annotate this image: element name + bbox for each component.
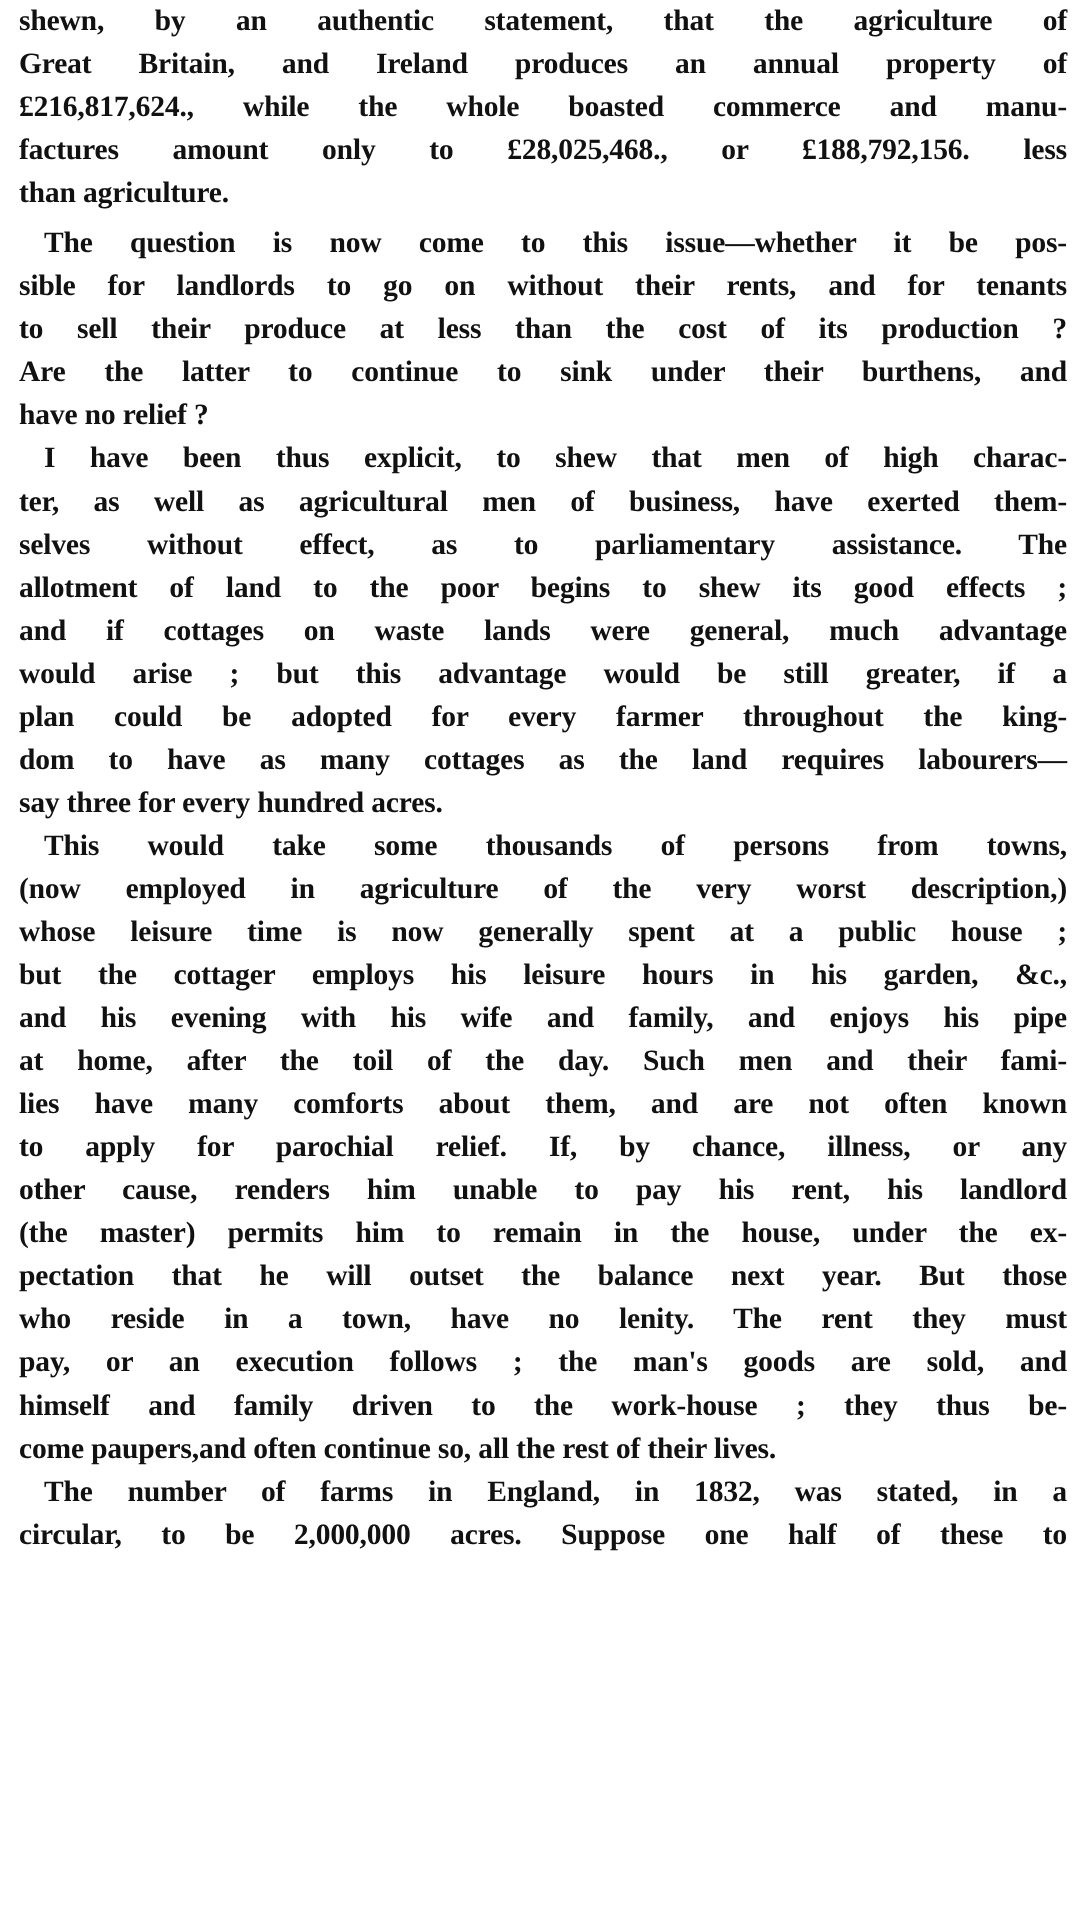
text-line: pectation that he will outset the balance next year. But those	[19, 1260, 1067, 1293]
text-line: say three for every hundred acres.	[19, 786, 443, 819]
text-line: (now employed in agriculture of the very worst description,)	[19, 872, 1067, 905]
text-line: would arise ; but this advantage would be still greater, if a	[19, 657, 1067, 690]
text-line: but the cottager employs his leisure hours in his garden, &c.,	[19, 959, 1067, 992]
text-line: lies have many comforts about them, and are not often known	[19, 1088, 1067, 1121]
text-line: and if cottages on waste lands were general, much advantage	[19, 614, 1067, 647]
text-line: dom to have as many cottages as the land requires labourers—	[19, 743, 1067, 776]
text-line: Great Britain, and Ireland produces an annual property of	[19, 48, 1067, 81]
paragraph-2	[19, 222, 1067, 437]
text-line: factures amount only to £28,025,468., or £188,792,156. less	[19, 134, 1067, 167]
text-line: come paupers,and often continue so, all the rest of their lives.	[19, 1432, 777, 1465]
text-line: (the master) permits him to remain in the house, under the ex-	[19, 1217, 1067, 1250]
text-line: who reside in a town, have no lenity. The rent they must	[19, 1303, 1067, 1336]
text-line: £216,817,624., while the whole boasted commerce and manu-	[19, 91, 1067, 124]
text-line: circular, to be 2,000,000 acres. Suppose one half of these to	[19, 1518, 1067, 1551]
text-line: I have been thus explicit, to shew that men of high charac-	[44, 442, 1067, 475]
text-line: whose leisure time is now generally spent at a public house ;	[19, 915, 1067, 948]
text-line: at home, after the toil of the day. Such men and their fami-	[19, 1045, 1067, 1078]
text-line: shewn, by an authentic statement, that the agriculture of	[19, 5, 1067, 37]
paragraph-3	[19, 437, 1067, 824]
text-line: selves without effect, as to parliamentary assistance. The	[19, 528, 1067, 561]
text-line: This would take some thousands of persons from towns,	[44, 829, 1067, 862]
text-line: allotment of land to the poor begins to shew its good effects ;	[19, 571, 1067, 604]
paragraph-4	[19, 825, 1067, 1471]
text-line: plan could be adopted for every farmer throughout the king-	[19, 700, 1067, 733]
text-line: and his evening with his wife and family, and enjoys his pipe	[19, 1002, 1067, 1035]
text-line: ter, as well as agricultural men of business, have exerted them-	[19, 485, 1067, 518]
text-line: have no relief ?	[19, 399, 209, 432]
text-line: to sell their produce at less than the cost of its production ?	[19, 313, 1067, 346]
text-line: other cause, renders him unable to pay his rent, his landlord	[19, 1174, 1067, 1207]
text-line: The number of farms in England, in 1832, was stated, in a	[44, 1475, 1067, 1508]
text-line: himself and family driven to the work-house ; they thus be-	[19, 1389, 1067, 1422]
paragraph-1	[19, 0, 1067, 215]
text-line: The question is now come to this issue—whether it be pos-	[44, 227, 1067, 260]
paragraph-5	[19, 1471, 1067, 1557]
text-line: than agriculture.	[19, 177, 229, 210]
text-line: Are the latter to continue to sink under their burthens, and	[19, 356, 1067, 389]
text-line: sible for landlords to go on without their rents, and for tenants	[19, 270, 1067, 303]
text-line: pay, or an execution follows ; the man's goods are sold, and	[19, 1346, 1067, 1379]
text-line: to apply for parochial relief. If, by chance, illness, or any	[19, 1131, 1067, 1164]
